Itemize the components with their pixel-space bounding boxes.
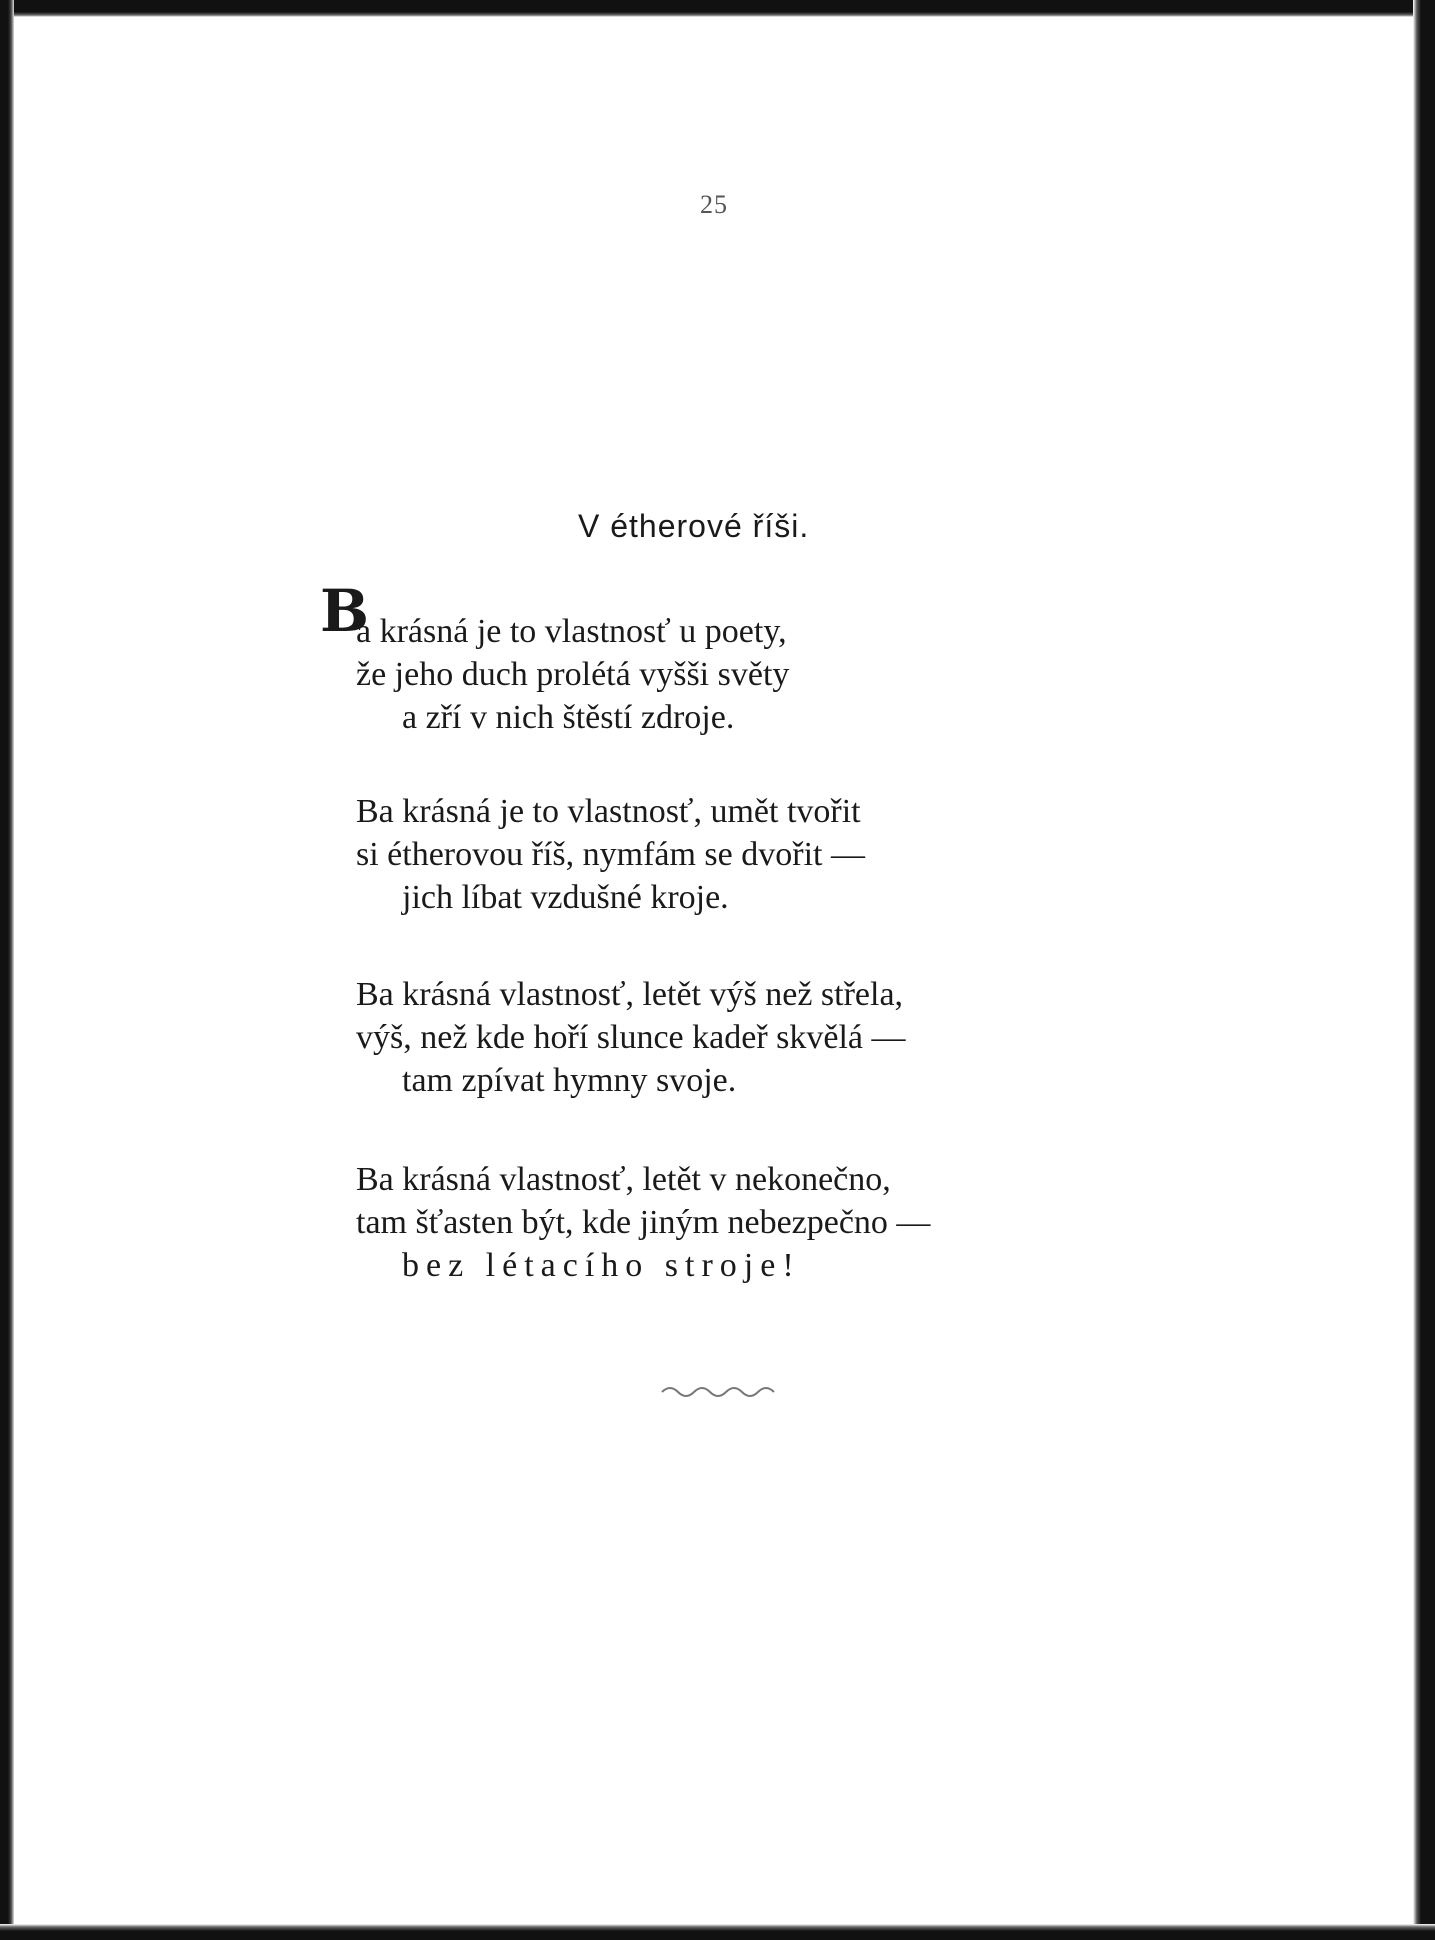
verse-line: Ba krásná vlastnosť, letět výš než střela, bbox=[356, 976, 904, 1013]
drop-cap-letter: B bbox=[320, 577, 370, 645]
verse-line: Ba krásná je to vlastnosť, umět tvořit bbox=[356, 793, 861, 830]
stanza-2 bbox=[356, 790, 865, 919]
stanza-1 bbox=[356, 610, 789, 739]
page-number: 25 bbox=[700, 190, 728, 219]
scan-border-top bbox=[0, 0, 1435, 17]
wavy-ornament-icon bbox=[660, 1380, 800, 1400]
stanza-3 bbox=[356, 973, 906, 1102]
verse-line: a zří v nich štěstí zdroje. bbox=[402, 699, 735, 736]
verse-line: Ba krásná vlastnosť, letět v nekonečno, bbox=[356, 1161, 891, 1198]
verse-line: výš, než kde hoří slunce kadeř skvělá — bbox=[356, 1019, 906, 1056]
drop-cap bbox=[318, 577, 370, 650]
scan-border-bottom bbox=[0, 1924, 1435, 1940]
poem-title: V étherové říši. bbox=[578, 508, 810, 544]
verse-line: a krásná je to vlastnosť u poety, bbox=[356, 613, 787, 650]
verse-line: jich líbat vzdušné kroje. bbox=[402, 879, 729, 916]
verse-line: tam zpívat hymny svoje. bbox=[402, 1062, 737, 1099]
verse-line: si étherovou říš, nymfám se dvořit — bbox=[356, 836, 865, 873]
verse-line: bez létacího stroje! bbox=[402, 1247, 801, 1284]
verse-line: že jeho duch prolétá vyšši světy bbox=[356, 656, 790, 693]
stanza-4 bbox=[356, 1158, 930, 1287]
scan-border-left bbox=[0, 0, 14, 1940]
verse-line: tam šťasten být, kde jiným nebezpečno — bbox=[356, 1204, 931, 1241]
scan-border-right bbox=[1413, 0, 1435, 1940]
